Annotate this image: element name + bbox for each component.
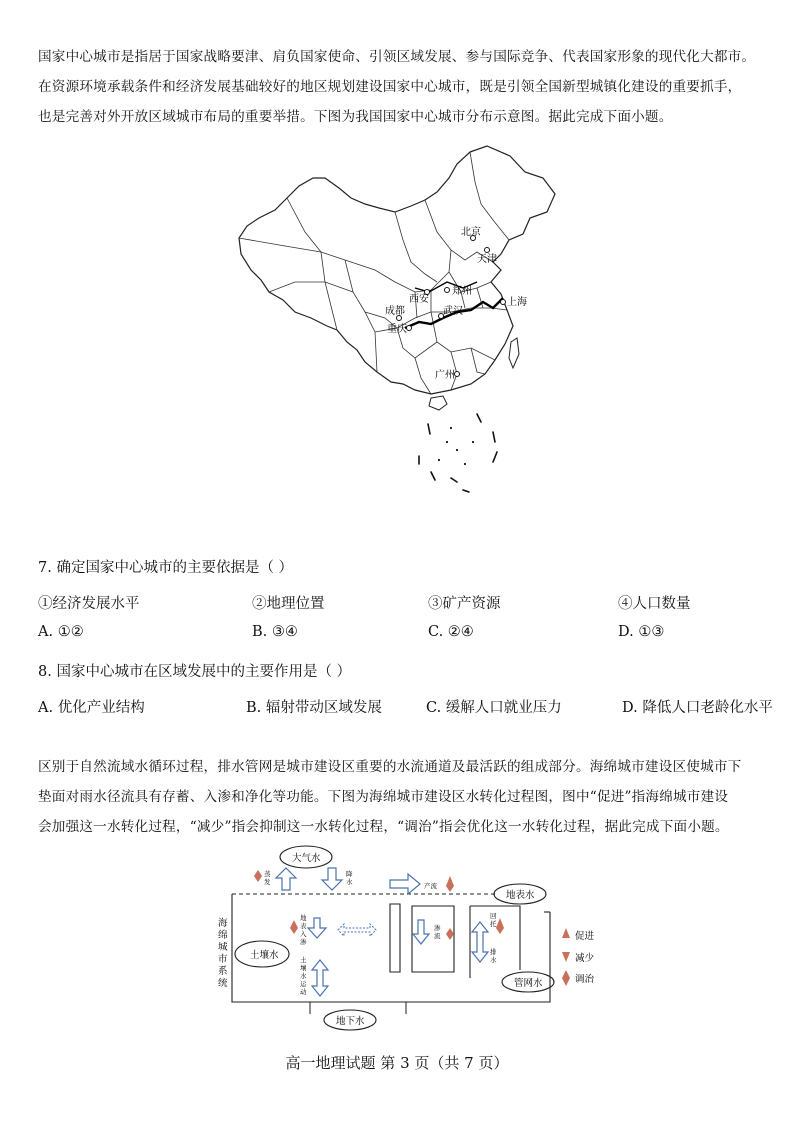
label-evaporation [264, 869, 271, 886]
svg-text:入: 入 [300, 930, 307, 938]
question-7-stem: 7. 确定国家中心城市的主要依据是（ ） [38, 560, 294, 576]
taiwan-island [509, 338, 519, 368]
mainland-outline [239, 146, 555, 394]
svg-text:水: 水 [300, 972, 307, 980]
q7-option-d[interactable]: D. ①③ [618, 624, 665, 640]
svg-text:排: 排 [490, 948, 497, 956]
shanghai-marker [501, 300, 506, 305]
svg-text:动: 动 [300, 988, 307, 996]
svg-text:海: 海 [218, 918, 228, 929]
q8-option-c[interactable]: C. 缓解人口就业压力 [426, 700, 562, 716]
label-sponge-city-system [218, 917, 228, 989]
page-footer: 高一地理试题 第 3 页（共 7 页） [285, 1054, 509, 1072]
q7-option-b[interactable]: B. ③④ [252, 624, 298, 640]
passage-line: 国家中心城市是指居于国家战略要津、肩负国家使命、引领区域发展、参与国际竞争、代表国家形象的现代化大都市。 [38, 49, 756, 65]
guangzhou-marker [455, 372, 460, 377]
svg-text:蒸: 蒸 [264, 870, 271, 878]
city-label-xian: 西安 [409, 294, 429, 305]
svg-text:壤: 壤 [300, 964, 307, 972]
city-label-guangzhou: 广州 [435, 370, 455, 381]
svg-text:表: 表 [300, 922, 307, 930]
svg-text:地: 地 [300, 914, 307, 922]
q7-item-3: ③矿产资源 [428, 596, 501, 612]
passage-line: 垫面对雨水径流具有存蓄、入渗和净化等功能。下图为海绵城市建设区水转化过程图，图中“促进”指海绵城市建设 [38, 789, 729, 805]
svg-text:托: 托 [490, 920, 497, 928]
arrow-seepage [413, 920, 429, 944]
legend-reduce-marker [562, 952, 570, 962]
svg-text:统: 统 [218, 978, 228, 989]
legend-regulate-marker [562, 970, 570, 986]
svg-text:运: 运 [300, 980, 307, 988]
arrow-precipitation [322, 868, 342, 890]
zhengzhou-marker [445, 288, 450, 293]
arrow-runoff [390, 874, 420, 894]
tianjin-marker [485, 248, 490, 253]
label-surface-water: 地表水 [506, 890, 535, 901]
legend-regulate: 调治 [575, 974, 595, 985]
q8-option-a[interactable]: A. 优化产业结构 [38, 700, 145, 716]
label-seepage [434, 923, 441, 940]
svg-text:系: 系 [218, 966, 228, 977]
label-drainage [490, 947, 497, 964]
china-map [225, 142, 565, 502]
svg-text:市: 市 [218, 954, 228, 965]
arrow-infiltration [308, 918, 326, 938]
city-label-shanghai: 上海 [507, 297, 527, 308]
city-label-tianjin: 天津 [477, 254, 497, 265]
svg-text:渗: 渗 [434, 924, 441, 932]
q8-option-d[interactable]: D. 降低人口老龄化水平 [622, 700, 773, 716]
chongqing-marker [407, 326, 412, 331]
q8-option-b[interactable]: B. 辐射带动区域发展 [246, 700, 382, 716]
city-label-beijing: 北京 [461, 227, 481, 238]
passage-line: 在资源环境承载条件和经济发展基础较好的地区规划建设国家中心城市，既是引领全国新型城镇化建设的重要抓手， [38, 79, 742, 95]
label-groundwater: 地下水 [336, 1016, 365, 1027]
question-8-stem: 8. 国家中心城市在区域发展中的主要作用是（ ） [38, 664, 352, 680]
svg-text:土: 土 [300, 956, 307, 964]
label-retention [490, 911, 497, 928]
passage-sponge-city [38, 752, 782, 842]
label-infiltration [300, 913, 307, 946]
label-soil-water: 土壤水 [250, 950, 279, 961]
svg-text:水: 水 [346, 878, 353, 886]
legend-promote: 促进 [575, 931, 595, 942]
label-soil-water-movement [300, 955, 307, 996]
label-atmosphere-water: 大气水 [292, 853, 321, 864]
svg-text:回: 回 [490, 912, 497, 920]
arrow-soil-water-movement [312, 960, 328, 996]
svg-text:城: 城 [218, 942, 228, 953]
svg-text:渗: 渗 [300, 938, 307, 946]
svg-text:降: 降 [346, 870, 353, 878]
q7-option-c[interactable]: C. ②④ [428, 624, 474, 640]
q7-item-4: ④人口数量 [618, 596, 691, 612]
hainan-island [429, 396, 447, 410]
city-label-zhengzhou: 郑州 [452, 286, 472, 297]
svg-text:发: 发 [264, 878, 271, 886]
q7-item-1: ①经济发展水平 [38, 596, 140, 612]
sponge-city-water-diagram [210, 842, 610, 1034]
label-pipe-water: 管网水 [514, 978, 543, 989]
city-label-chengdu: 成都 [385, 306, 405, 317]
svg-text:水: 水 [490, 956, 497, 964]
arrow-evaporation [276, 868, 296, 890]
q7-option-a[interactable]: A. ①② [38, 624, 84, 640]
passage-line: 也是完善对外开放区域城市布局的重要举措。下图为我国国家中心城市分布示意图。据此完成下面小题。 [38, 109, 673, 125]
arrow-surface-exchange [338, 924, 376, 936]
diagram-legend [562, 928, 595, 986]
arrow-retention-drainage [472, 922, 488, 962]
passage-line: 会加强这一水转化过程，“减少”指会抑制这一水转化过程，“调治”指会优化这一水转化过程，据此完成下面小题。 [38, 819, 729, 835]
legend-reduce: 减少 [575, 953, 595, 964]
svg-text:流: 流 [434, 932, 441, 940]
svg-text:绵: 绵 [218, 930, 228, 941]
city-label-chongqing: 重庆 [387, 324, 407, 335]
label-precipitation [346, 869, 353, 886]
legend-promote-marker [562, 928, 570, 938]
label-runoff: 产流 [424, 882, 437, 890]
city-label-wuhan: 武汉 [443, 306, 463, 317]
passage-line: 区别于自然流域水循环过程，排水管网是城市建设区重要的水流通道及最活跃的组成部分。海绵城市建设区使城市下 [38, 759, 742, 775]
passage-intro-national-central-cities [38, 42, 782, 132]
q7-item-2: ②地理位置 [252, 596, 325, 612]
